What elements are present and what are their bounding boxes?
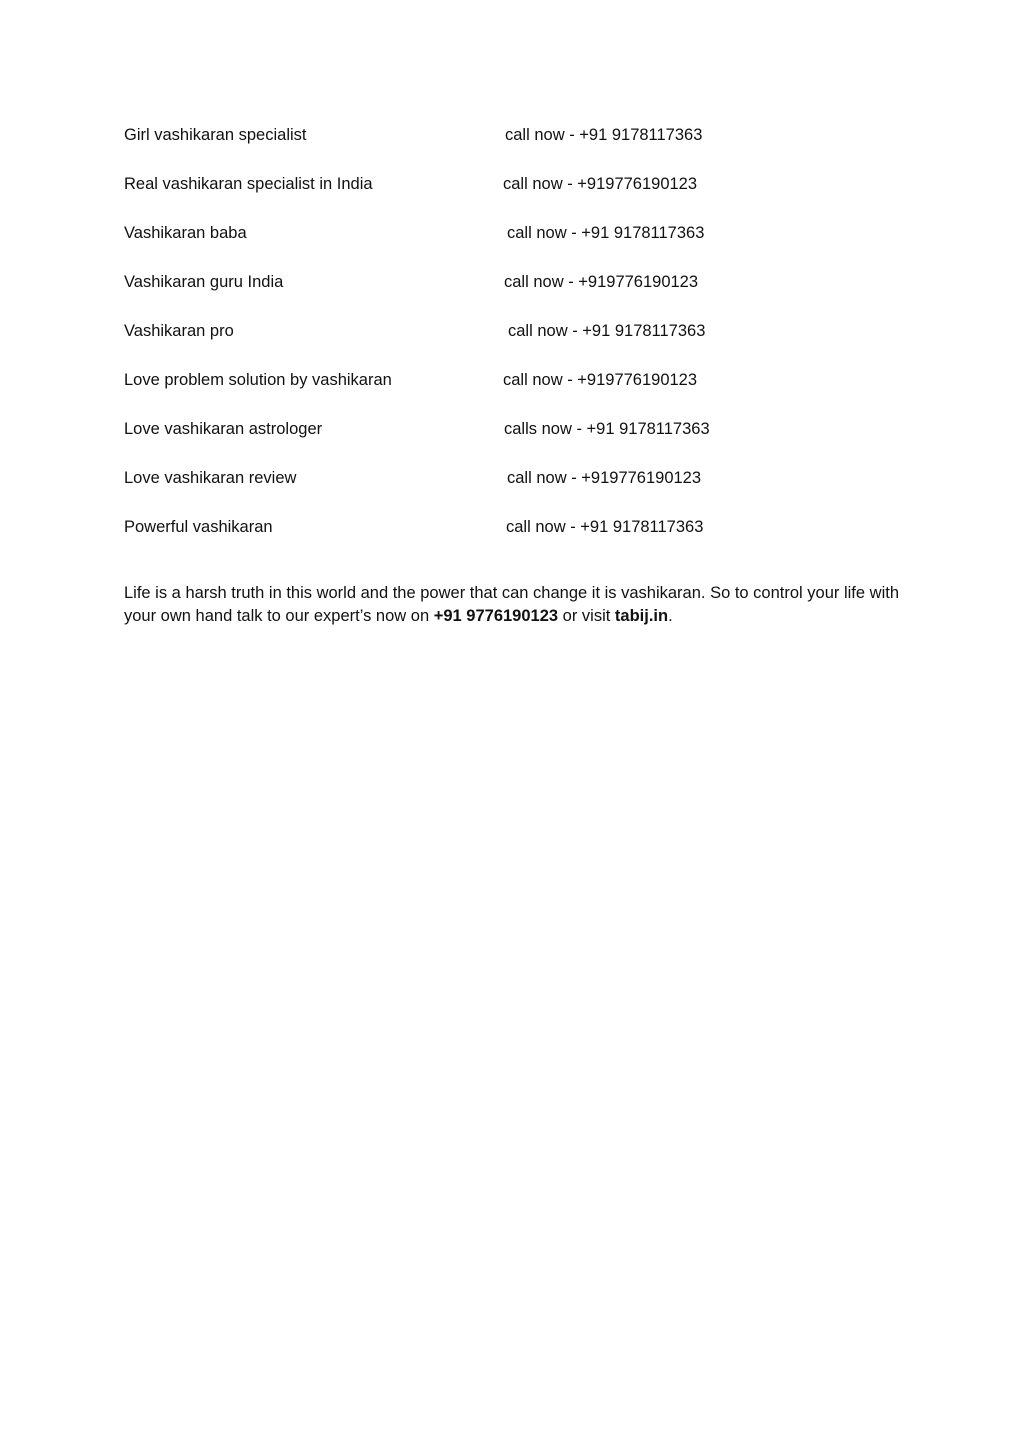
listing-row xyxy=(124,467,904,489)
listing-label: Love vashikaran review xyxy=(124,469,297,487)
listing-row xyxy=(124,271,904,293)
listing-contact: call now - +91 9178117363 xyxy=(507,224,705,242)
listing-label: Love problem solution by vashikaran xyxy=(124,371,392,389)
closing-text: or visit xyxy=(558,606,615,625)
listing-contact: call now - +919776190123 xyxy=(503,175,698,193)
closing-phone: +91 9776190123 xyxy=(433,606,559,625)
listing-row xyxy=(124,320,904,342)
listing-label: Love vashikaran astrologer xyxy=(124,420,323,438)
listing-label: Real vashikaran specialist in India xyxy=(124,175,373,193)
listing-contact: call now - +91 9178117363 xyxy=(506,518,704,536)
listing-row xyxy=(124,124,904,146)
listing-contact: call now - +91 9178117363 xyxy=(505,126,703,144)
listing-label: Girl vashikaran specialist xyxy=(124,126,307,144)
listing-row xyxy=(124,173,904,195)
listing-contact: call now - +919776190123 xyxy=(504,273,699,291)
listing-row xyxy=(124,418,904,440)
closing-site: tabij.in xyxy=(614,606,669,625)
listing-contact: calls now - +91 9178117363 xyxy=(504,420,710,438)
listing-label: Vashikaran pro xyxy=(124,322,234,340)
listing-contact: call now - +91 9178117363 xyxy=(508,322,706,340)
listing-label: Vashikaran baba xyxy=(124,224,247,242)
closing-text: Life is a harsh truth in this world and the power that can change it is vashikaran. So to control your life with your own hand talk to our expert’s now on xyxy=(124,583,899,625)
listing-contact: call now - +919776190123 xyxy=(503,371,698,389)
closing-text: . xyxy=(668,606,673,625)
listing-row xyxy=(124,369,904,391)
listing-row xyxy=(124,222,904,244)
listing-label: Vashikaran guru India xyxy=(124,273,284,291)
closing-paragraph xyxy=(124,582,914,628)
listing-contact: call now - +919776190123 xyxy=(507,469,702,487)
listing-row xyxy=(124,516,904,538)
listing-label: Powerful vashikaran xyxy=(124,518,273,536)
